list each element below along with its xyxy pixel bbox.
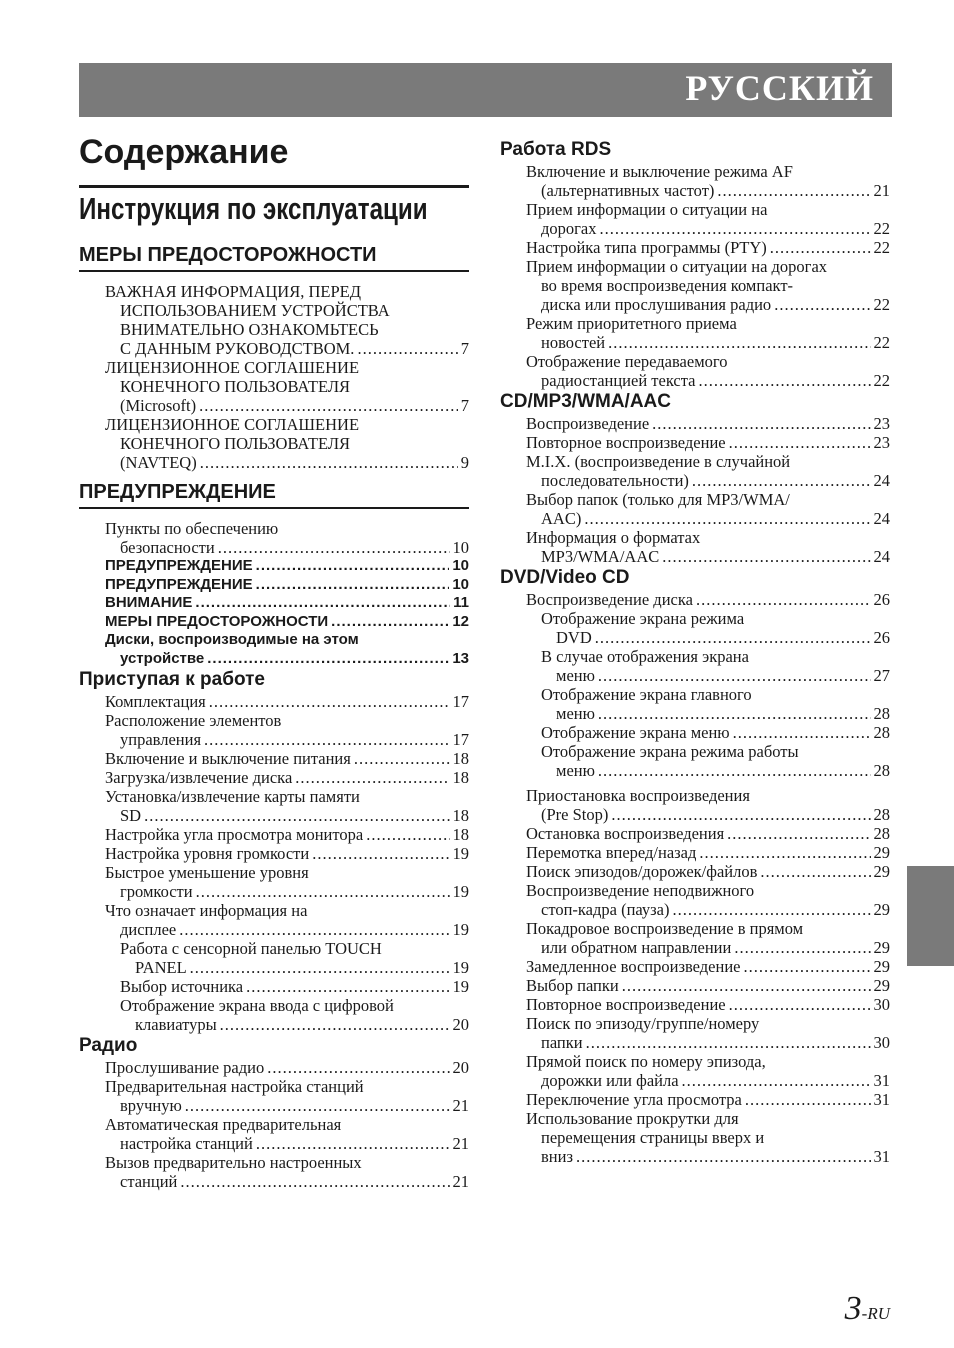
toc-entry[interactable]: Автоматическая предварительная настройка станций ..... 21 xyxy=(79,1115,469,1153)
toc-entry[interactable]: Отображение экрана ввода с цифровой клавиатуры ..... 20 xyxy=(79,996,469,1034)
toc-entry[interactable]: Включение и выключение питания ..... 18 xyxy=(79,749,469,768)
toc-entry[interactable]: Остановка воспроизведения ..... 28 xyxy=(500,824,890,843)
toc-entry[interactable]: Комплектация ..... 17 xyxy=(79,692,469,711)
toc-entry[interactable]: Работа с сенсорной панелью TOUCH PANEL ..... 19 xyxy=(79,939,469,977)
toc-entry[interactable]: ВАЖНАЯ ИНФОРМАЦИЯ, ПЕРЕД ИСПОЛЬЗОВАНИЕМ УСТРОЙСТВА ВНИМАТЕЛЬНО ОЗНАКОМЬТЕСЬ С ДАННЫМ РУКОВОДСТВОМ. ..... 7 xyxy=(79,282,469,358)
toc-entry[interactable]: Настройка уровня громкости ..... 19 xyxy=(79,844,469,863)
toc-entry[interactable]: МЕРЫ ПРЕДОСТОРОЖНОСТИ ..... 12 xyxy=(79,613,469,632)
toc-entry[interactable]: Информация о форматах MP3/WMA/AAC ..... 24 xyxy=(500,528,890,566)
toc-entry[interactable]: Пункты по обеспечению безопасности ..... 10 xyxy=(79,519,469,557)
section-rule xyxy=(79,507,469,509)
page-title: Содержание xyxy=(79,133,289,171)
toc-entry[interactable]: Выбор папки ..... 29 xyxy=(500,976,890,995)
toc-left-column xyxy=(79,130,469,1191)
toc-entry[interactable]: Отображение экрана режима DVD ..... 26 xyxy=(500,609,890,647)
toc-entry[interactable]: Включение и выключение режима AF (альтернативных частот) ..... 21 xyxy=(500,162,890,200)
toc-entry[interactable]: Отображение передаваемого радиостанцией текста ..... 22 xyxy=(500,352,890,390)
title-rule xyxy=(79,185,469,188)
toc-entry[interactable]: ПРЕДУПРЕЖДЕНИЕ ..... 10 xyxy=(79,576,469,595)
toc-entry[interactable]: Настройка угла просмотра монитора ..... 18 xyxy=(79,825,469,844)
side-tab-marker xyxy=(907,866,954,966)
section-heading-getting-started: Приступая к работе xyxy=(79,669,265,690)
toc-entry[interactable]: Выбор папок (только для MP3/WMA/ AAC) ..... 24 xyxy=(500,490,890,528)
toc-entry[interactable]: Воспроизведение диска ..... 26 xyxy=(500,590,890,609)
section-heading-rds: Работа RDS xyxy=(500,139,612,160)
toc-entry[interactable]: Настройка типа программы (PTY) ..... 22 xyxy=(500,238,890,257)
section-heading-precautions: МЕРЫ ПРЕДОСТОРОЖНОСТИ xyxy=(79,244,377,266)
toc-right-column xyxy=(500,138,890,1166)
toc-entry[interactable]: Отображение экрана главного меню ..... 28 xyxy=(500,685,890,723)
toc-entry[interactable]: Переключение угла просмотра ..... 31 xyxy=(500,1090,890,1109)
language-banner xyxy=(79,63,892,117)
section-heading-radio: Радио xyxy=(79,1035,138,1056)
manual-subtitle: Инструкция по эксплуатации xyxy=(79,191,428,226)
section-heading-cd: CD/MP3/WMA/AAC xyxy=(500,391,671,412)
toc-entry[interactable]: Быстрое уменьшение уровня громкости ..... 19 xyxy=(79,863,469,901)
toc-entry[interactable]: M.I.X. (воспроизведение в случайной последовательности) ..... 24 xyxy=(500,452,890,490)
toc-entry[interactable]: Прослушивание радио ..... 20 xyxy=(79,1058,469,1077)
toc-entry[interactable]: Установка/извлечение карты памяти SD ..... 18 xyxy=(79,787,469,825)
toc-entry[interactable]: ПРЕДУПРЕЖДЕНИЕ ..... 10 xyxy=(79,557,469,576)
toc-entry[interactable]: Предварительная настройка станций вручную ..... 21 xyxy=(79,1077,469,1115)
toc-entry[interactable]: Прямой поиск по номеру эпизода, дорожки или файла ..... 31 xyxy=(500,1052,890,1090)
toc-entry[interactable]: Отображение экрана режима работы меню ..... 28 xyxy=(500,742,890,780)
toc-entry[interactable]: Повторное воспроизведение ..... 30 xyxy=(500,995,890,1014)
toc-entry[interactable]: Отображение экрана меню ..... 28 xyxy=(500,723,890,742)
toc-entry[interactable]: Повторное воспроизведение ..... 23 xyxy=(500,433,890,452)
toc-entry[interactable]: Замедленное воспроизведение ..... 29 xyxy=(500,957,890,976)
toc-entry[interactable]: Покадровое воспроизведение в прямом или обратном направлении ..... 29 xyxy=(500,919,890,957)
section-rule xyxy=(79,270,469,272)
toc-entry[interactable]: Прием информации о ситуации на дорогах во время воспроизведения компакт- диска или прослушивания радио ..... 22 xyxy=(500,257,890,314)
toc-entry[interactable]: Прием информации о ситуации на дорогах ..... 22 xyxy=(500,200,890,238)
toc-entry[interactable]: ЛИЦЕНЗИОННОЕ СОГЛАШЕНИЕ КОНЕЧНОГО ПОЛЬЗОВАТЕЛЯ (NAVTEQ) ..... 9 xyxy=(79,415,469,472)
page-number: 3-RU xyxy=(844,1290,890,1327)
toc-entry[interactable]: Что означает информация на дисплее ..... 19 xyxy=(79,901,469,939)
section-heading-dvd: DVD/Video CD xyxy=(500,567,630,588)
toc-entry[interactable]: Расположение элементов управления ..... 17 xyxy=(79,711,469,749)
toc-entry[interactable]: Воспроизведение неподвижного стоп-кадра (пауза) ..... 29 xyxy=(500,881,890,919)
toc-entry[interactable]: Диски, воспроизводимые на этом устройстве ..... 13 xyxy=(79,631,469,668)
toc-entry[interactable]: Приостановка воспроизведения (Pre Stop) ..... 28 xyxy=(500,786,890,824)
section-heading-warning: ПРЕДУПРЕЖДЕНИЕ xyxy=(79,481,276,503)
toc-entry[interactable]: ЛИЦЕНЗИОННОЕ СОГЛАШЕНИЕ КОНЕЧНОГО ПОЛЬЗОВАТЕЛЯ (Microsoft) ..... 7 xyxy=(79,358,469,415)
language-label: РУССКИЙ xyxy=(685,68,874,108)
toc-entry[interactable]: Воспроизведение ..... 23 xyxy=(500,414,890,433)
toc-entry[interactable]: Выбор источника ..... 19 xyxy=(79,977,469,996)
toc-entry[interactable]: Использование прокрутки для перемещения страницы вверх и вниз ..... 31 xyxy=(500,1109,890,1166)
toc-entry[interactable]: ВНИМАНИЕ ..... 11 xyxy=(79,594,469,613)
toc-entry[interactable]: В случае отображения экрана меню ..... 27 xyxy=(500,647,890,685)
toc-entry[interactable]: Загрузка/извлечение диска ..... 18 xyxy=(79,768,469,787)
toc-entry[interactable]: Поиск по эпизоду/группе/номеру папки ..... 30 xyxy=(500,1014,890,1052)
toc-entry[interactable]: Режим приоритетного приема новостей ..... 22 xyxy=(500,314,890,352)
toc-entry[interactable]: Вызов предварительно настроенных станций ..... 21 xyxy=(79,1153,469,1191)
toc-entry[interactable]: Перемотка вперед/назад ..... 29 xyxy=(500,843,890,862)
toc-entry[interactable]: Поиск эпизодов/дорожек/файлов ..... 29 xyxy=(500,862,890,881)
